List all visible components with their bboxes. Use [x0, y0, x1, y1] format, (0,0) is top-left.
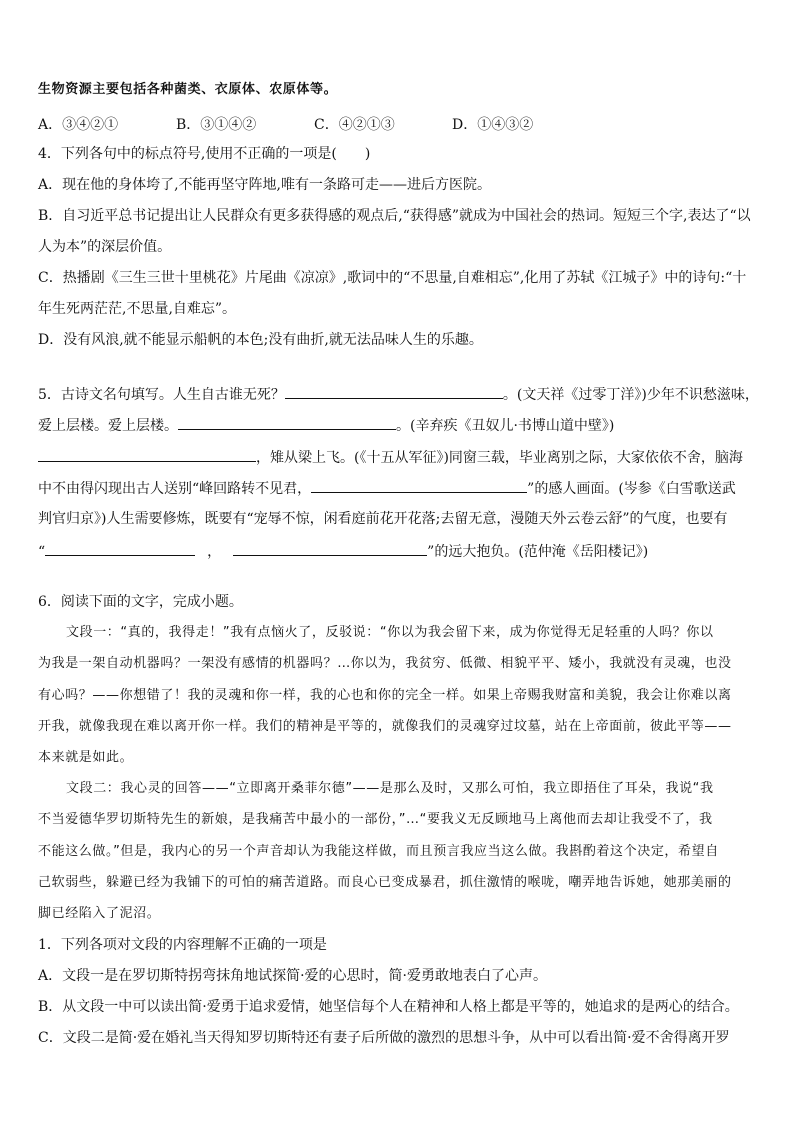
q4-option-b-line1: B．自习近平总书记提出让人民群众有更多获得感的观点后,“获得感”就成为中国社会的热词。短短三个字,表达了“以	[38, 208, 751, 224]
q5-line4-text: 中不由得闪现出古人送别“峰回路转不见君，	[38, 481, 312, 497]
answer-blank[interactable]	[233, 540, 427, 556]
answer-blank[interactable]	[178, 414, 396, 430]
q5-line3	[38, 446, 743, 468]
q4-option-a: A．现在他的身体垮了,不能再坚守阵地,唯有一条路可走——进后方医院。	[38, 177, 492, 193]
q6-sub1-stem: 1．下列各项对文段的内容理解不正确的一项是	[38, 937, 327, 953]
q5-line1-tail: 。(文天祥《过零丁洋》)少年不识愁滋味，	[502, 387, 759, 403]
q4-option-d: D．没有风浪,就不能显示船帆的本色;没有曲折,就无法品味人生的乐趣。	[38, 332, 483, 348]
q5-line2	[38, 414, 614, 436]
q5-line4-tail: ”的感人画面。(岑参《白雪歌送武	[527, 481, 736, 497]
q5-line4	[38, 477, 736, 499]
q3-option-d: D．①④③②	[452, 117, 534, 133]
passage-line: 有心吗？——你想错了！我的灵魂和你一样，我的心也和你的完全一样。如果上帝赐我财富和美貌，我会让你难以离	[38, 688, 732, 703]
q3-option-c: C．④②①③	[314, 117, 395, 133]
q5-line1-text: 5．古诗文名句填写。人生自古谁无死？	[38, 387, 285, 403]
q4-stem: 4．下列各句中的标点符号,使用不正确的一项是( )	[38, 146, 371, 162]
q6-stem: 6．阅读下面的文字，完成小题。	[38, 594, 243, 610]
passage-line: 不当爱德华罗切斯特先生的新娘，是我痛苦中最小的一部份，”…“要我义无反顾地马上离他而去却让我受不了，我	[38, 812, 713, 827]
passage-line: 文段二：我心灵的回答——“立即离开桑菲尔德”——是那么及时，又那么可怕，我立即捂住了耳朵，我说“我	[66, 781, 714, 796]
q5-line5: 判官归京》)人生需要修炼，既要有“宠辱不惊，闲看庭前花开花落;去留无意，漫随天外云卷云舒”的气度，也要有	[38, 511, 728, 527]
q5-line2-text: 爱上层楼。爱上层楼。	[38, 418, 178, 434]
q5-line6	[38, 540, 648, 562]
q6-sub1-option-b: B．从文段一中可以读出简·爱勇于追求爱情，她坚信每个人在精神和人格上都是平等的，她追求的是两心的结合。	[38, 999, 739, 1015]
passage-line: 为我是一架自动机器吗？一架没有感情的机器吗？…你以为，我贫穷、低微、相貌平平、矮小，我就没有灵魂，也没	[38, 656, 732, 671]
q6-sub1-option-a: A．文段一是在罗切斯特拐弯抹角地试探简·爱的心思时，简·爱勇敢地表白了心声。	[38, 968, 548, 984]
q6-sub1-option-c: C．文段二是简·爱在婚礼当天得知罗切斯特还有妻子后所做的激烈的思想斗争，从中可以看出简·爱不舍得离开罗	[38, 1030, 730, 1046]
q3-option-a: A．③④②①	[38, 117, 119, 133]
q5-line1	[38, 383, 759, 405]
passage-line: 己软弱些，躲避已经为我铺下的可怕的痛苦道路。而良心已变成暴君，抓住激情的喉咙，嘲弄地告诉她，她那美丽的	[38, 875, 732, 890]
answer-blank[interactable]	[311, 477, 527, 493]
passage-line: 不能这么做。”但是，我内心的另一个声音却认为我能这样做，而且预言我应当这么做。我斟酌着这个决定，希望自	[38, 844, 719, 859]
q5-line3-text: ，雉从梁上飞。(《十五从军征》)同窗三载，毕业离别之际，大家依依不舍，脑海	[256, 450, 743, 466]
comma: ，	[207, 544, 222, 560]
q4-option-c-line1: C．热播剧《三生三世十里桃花》片尾曲《凉凉》,歌词中的“不思量,自难相忘”,化用了苏轼《江城子》中的诗句:“十	[38, 270, 747, 286]
q4-option-c-line2: 年生死两茫茫,不思量,自难忘”。	[38, 301, 237, 317]
open-quote: “	[38, 544, 46, 560]
q5-line2-tail: 。(辛弃疾《丑奴儿·书博山道中壁》)	[396, 418, 615, 434]
q4-option-b-line2: 人为本”的深层价值。	[38, 239, 172, 255]
intro-line: 生物资源主要包括各种菌类、衣原体、农原体等。	[38, 82, 338, 97]
passage-line: 本来就是如此。	[38, 750, 134, 765]
answer-blank[interactable]	[38, 446, 256, 462]
q3-option-b: B．③①④②	[176, 117, 257, 133]
passage-line: 脚已经陷入了泥沼。	[38, 906, 161, 921]
answer-blank[interactable]	[285, 383, 503, 399]
passage-line: 文段一：“真的，我得走！”我有点恼火了，反驳说：“你以为我会留下来，成为你觉得无足轻重的人吗？你以	[66, 625, 714, 640]
q5-line6-tail: ”的远大抱负。(范仲淹《岳阳楼记》)	[427, 544, 649, 560]
answer-blank[interactable]	[45, 540, 195, 556]
passage-line: 开我，就像我现在难以离开你一样。我们的精神是平等的，就像我们的灵魂穿过坟墓，站在上帝面前，彼此平等——	[38, 719, 732, 734]
